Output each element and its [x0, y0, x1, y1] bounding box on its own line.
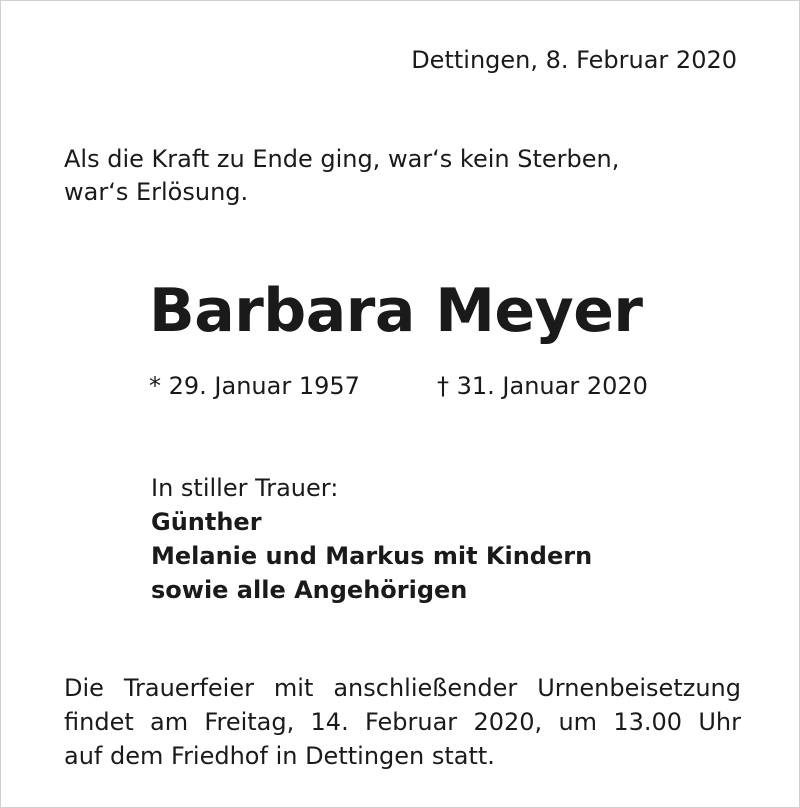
deceased-name: Barbara Meyer: [149, 276, 643, 346]
mourner-name: sowie alle Angehörigen: [151, 576, 468, 604]
service-line: auf dem Friedhof in Dettingen statt.: [64, 742, 495, 770]
mourners-block: [151, 471, 592, 607]
place-and-date: Dettingen, 8. Februar 2020: [411, 46, 737, 74]
mourner-name: Melanie und Markus mit Kindern: [151, 542, 593, 570]
memorial-quote: [64, 143, 619, 209]
death-date: † 31. Januar 2020: [437, 372, 648, 400]
quote-line: war‘s Erlösung.: [64, 178, 249, 206]
quote-line: Als die Kraft zu Ende ging, war‘s kein Sterben,: [64, 145, 620, 173]
mourner-name: Günther: [151, 508, 262, 536]
service-line: Die Trauerfeier mit anschließender Urnenbeisetzung: [64, 674, 741, 702]
mourners-intro: In stiller Trauer:: [151, 474, 339, 502]
service-line: findet am Freitag, 14. Februar 2020, um 13.00 Uhr: [64, 708, 741, 736]
birth-date: * 29. Januar 1957: [149, 372, 360, 400]
funeral-service-info: [64, 671, 741, 773]
